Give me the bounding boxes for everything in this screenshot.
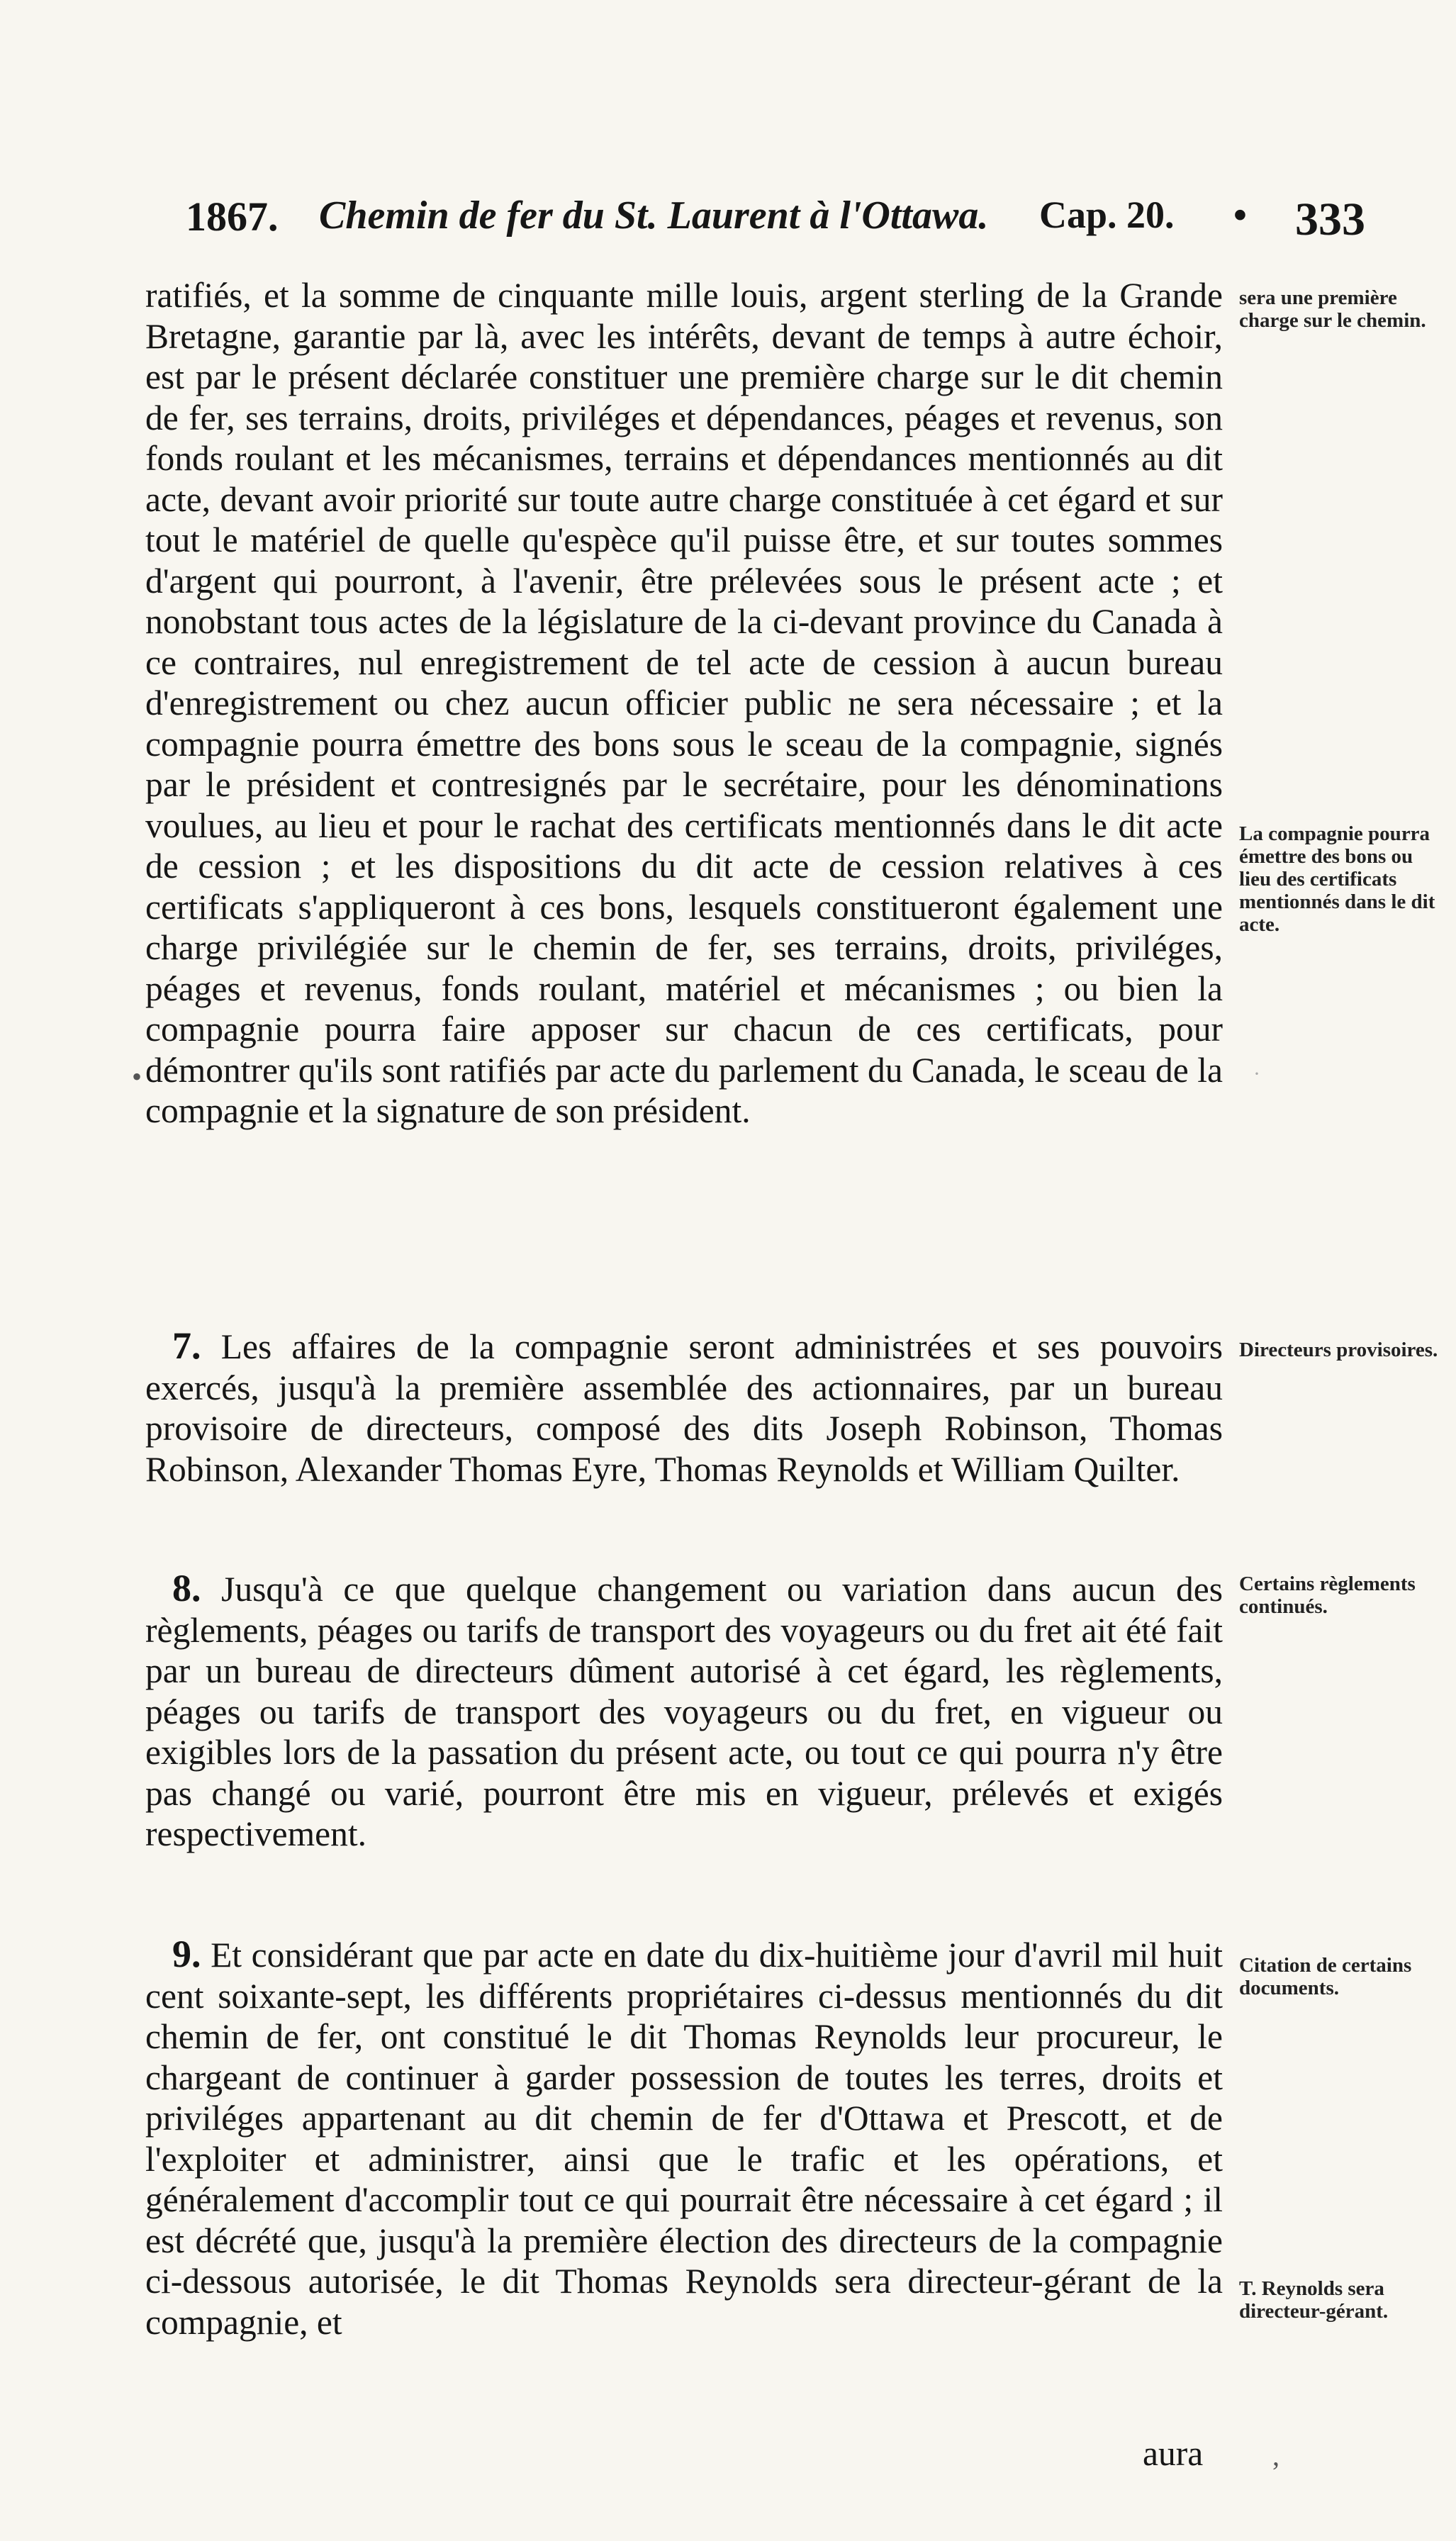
paragraph-text: Jusqu'à ce que quelque changement ou variation dans aucun des règlements, péages ou tarifs de transport des voyageurs ou du fret ait été fait par un bureau de directeurs dûment autorisé à cet égard, les règlements, péages ou tarifs de transport des voyageurs ou du fret, en vigueur ou exigibles lors de la passation du présent acte, ou tout ce qui pourra n'y être pas changé ou varié, pourront être mis en vigueur, prélevés et exigés respectivement.	[145, 1570, 1223, 1853]
margin-note: sera une première charge sur le chemin.	[1239, 286, 1426, 332]
paragraph-continuation	[145, 275, 1223, 1132]
page-number: 333	[1295, 194, 1365, 245]
paragraph-text: ratifiés, et la somme de cinquante mille louis, argent sterling de la Grande Bretagne, garantie par là, avec les intérêts, devant de temps à autre échoir, est par le présent déclarée constituer une première charge sur le dit chemin de fer, ses terrains, droits, priviléges et dépendances, péages et revenus, son fonds roulant et les mécanismes, terrains et dépendances mentionnés au dit acte, devant avoir priorité sur toute autre charge constituée à cet égard et sur tout le matériel de quelle qu'espèce qu'il puisse être, et sur toutes sommes d'argent qui pourront, à l'avenir, être prélevées sous le présent acte ; et nonobstant tous actes de la législature de la ci-devant province du Canada à ce contraires, nul enregistrement de tel acte de cession à aucun bureau d'enregistrement ou chez aucun officier public ne sera nécessaire ; et la compagnie pourra émettre des bons sous le sceau de la compagnie, signés par le président et contresignés par le secrétaire, pour les dénominations voulues, au lieu et pour le rachat des certificats mentionnés dans le dit acte de cession ; et les dispositions du dit acte de cession relatives à ces certificats s'appliqueront à ces bons, lesquels constitueront également une charge privilégiée sur le chemin de fer, ses terrains, droits, priviléges, péages et revenus, fonds roulant, matériel et mécanismes ; ou bien la compagnie pourra faire apposer sur chacun de ces certificats, pour démontrer qu'ils sont ratifiés par acte du parlement du Canada, le sceau de la compagnie et la signature de son président.	[145, 276, 1223, 1130]
margin-note: La compagnie pourra émettre des bons ou lieu des certificats mentionnés dans le dit acte.	[1239, 822, 1435, 936]
comma-mark: ,	[1272, 2440, 1279, 2472]
section-number: 8.	[172, 1567, 201, 1609]
running-header	[186, 193, 1419, 250]
section-9	[145, 1934, 1223, 2342]
margin-note: Certains règlements continués.	[1239, 1573, 1416, 1618]
section-number: 9.	[172, 1933, 201, 1975]
margin-note: Directeurs provisoires.	[1239, 1339, 1438, 1361]
dot-mark: ·	[1253, 1062, 1260, 1085]
section-7	[145, 1326, 1223, 1490]
header-chapter: Cap. 20.	[1039, 194, 1175, 236]
paragraph-text: Et considérant que par acte en date du dix-huitième jour d'avril mil huit cent soixante-sept, les différents propriétaires ci-dessus mentionnés du dit chemin de fer, ont constitué le dit Thomas Reynolds leur procureur, le chargeant de continuer à garder possession de toutes les terres, droits et priviléges appartenant au dit chemin de fer d'Ottawa et Prescott, et de l'exploiter et administrer, ainsi que le trafic et les opérations, et généralement d'accomplir tout ce qui pourrait être nécessaire à cet égard ; il est décrété que, jusqu'à la première élection des directeurs de la compagnie ci-dessous autorisée, le dit Thomas Reynolds sera directeur-gérant de la compagnie, et	[145, 1936, 1223, 2342]
bullet-mark: •	[132, 1061, 142, 1093]
margin-note: T. Reynolds sera directeur-gérant.	[1239, 2277, 1389, 2323]
header-year: 1867.	[186, 194, 279, 240]
section-number: 7.	[172, 1324, 201, 1367]
margin-note: Citation de certains documents.	[1239, 1954, 1412, 1999]
header-bullet: •	[1233, 194, 1247, 236]
section-8	[145, 1568, 1223, 1855]
header-title: Chemin de fer du St. Laurent à l'Ottawa.	[319, 194, 989, 238]
paragraph-text: Les affaires de la compagnie seront administrées et ses pouvoirs exercés, jusqu'à la première assemblée des actionnaires, par un bureau provisoire de directeurs, composé des dits Joseph Robinson, Thomas Robinson, Alexander Thomas Eyre, Thomas Reynolds et William Quilter.	[145, 1327, 1223, 1489]
catchword: aura	[1143, 2434, 1204, 2473]
